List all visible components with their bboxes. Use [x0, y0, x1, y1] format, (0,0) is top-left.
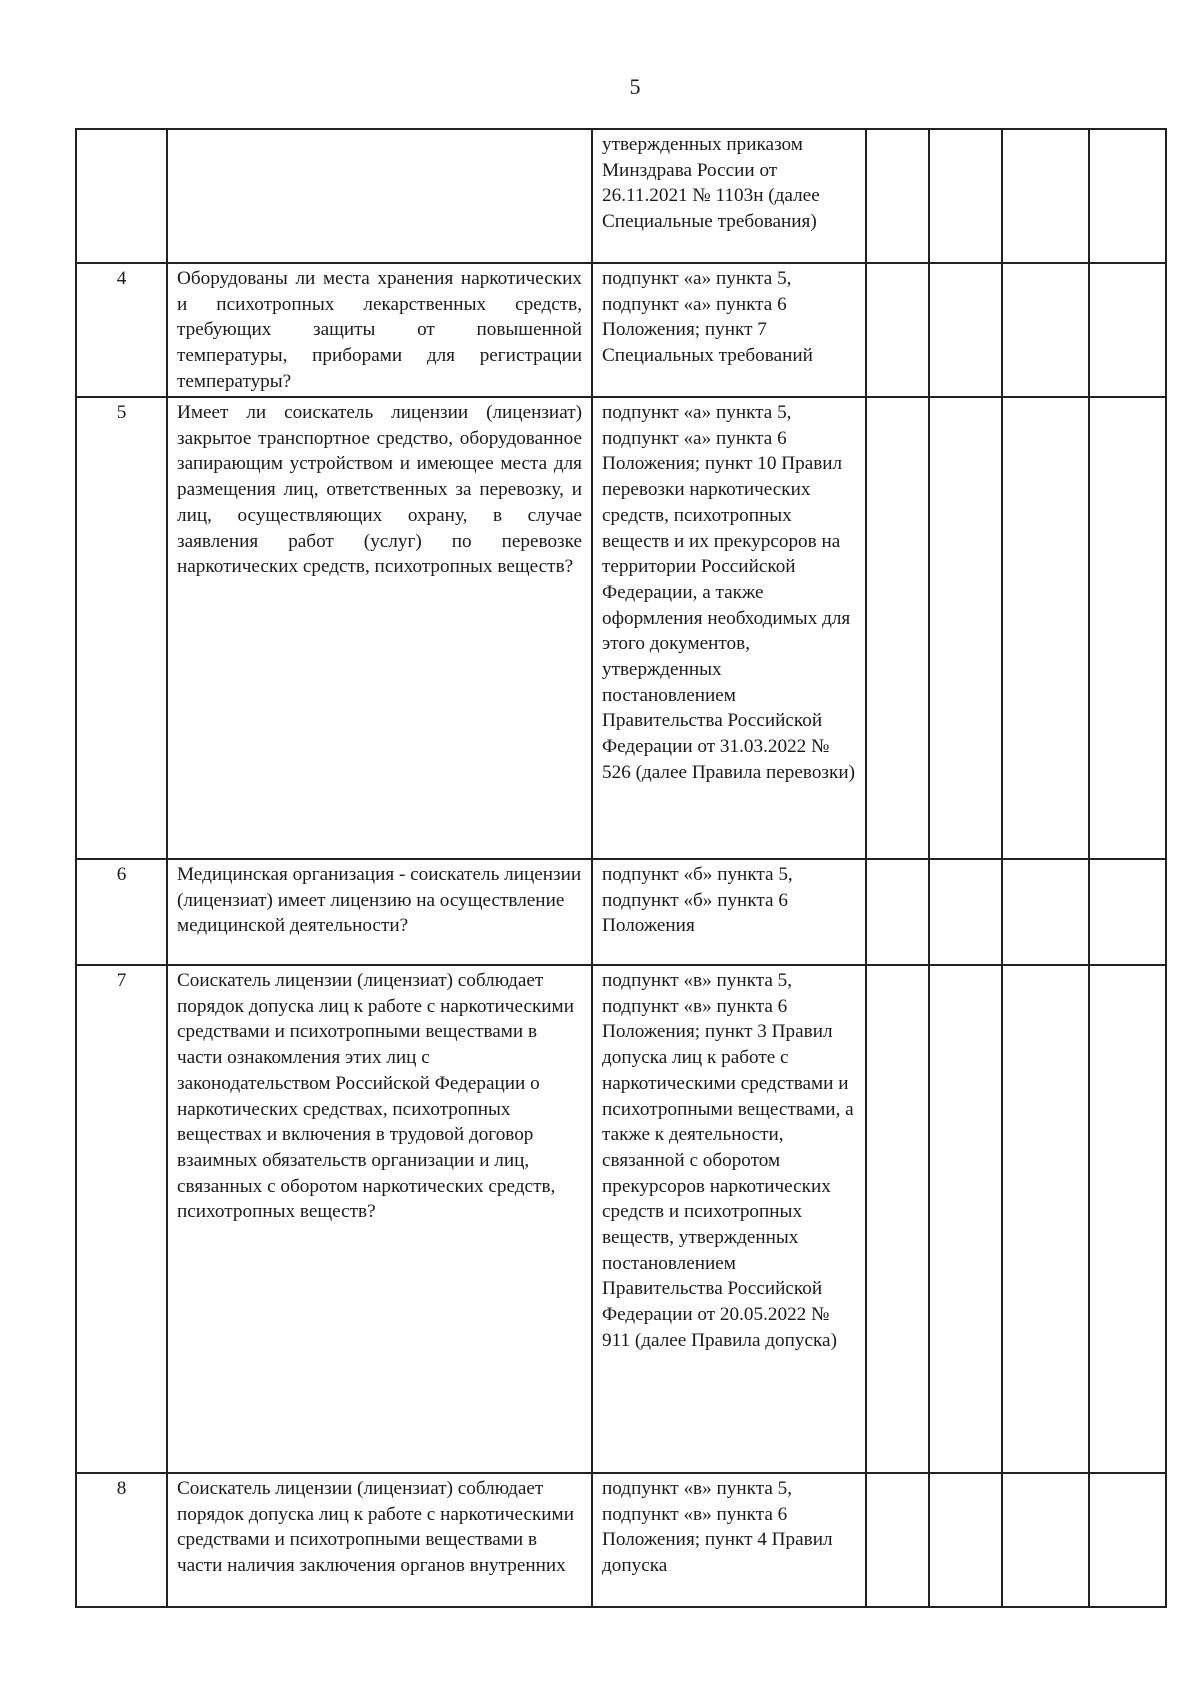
answer-cell [1002, 965, 1089, 1473]
answer-cell [1089, 263, 1166, 397]
answer-cell [929, 263, 1002, 397]
row-number: 7 [76, 965, 167, 1473]
reference-cell: подпункт «а» пункта 5, подпункт «а» пункта 6 Положения; пункт 10 Правил перевозки наркотических средств, психотропных веществ и их прекурсоров на территории Российской Федерации, а также оформления необходимых для этого документов, утвержденных постановлением Правительства Российской Федерации от 31.03.2022 № 526 (далее Правила перевозки) [592, 397, 866, 859]
table-row [76, 129, 1166, 263]
question-cell [167, 129, 592, 263]
row-number: 8 [76, 1473, 167, 1607]
answer-cell [929, 129, 1002, 263]
answer-cell [866, 965, 929, 1473]
answer-cell [929, 397, 1002, 859]
question-cell: Оборудованы ли места хранения наркотических и психотропных лекарственных средств, требующих защиты от повышенной температуры, приборами для регистрации температуры? [167, 263, 592, 397]
checklist-table [75, 128, 1167, 1608]
table-row [76, 263, 1166, 397]
answer-cell [866, 263, 929, 397]
answer-cell [1089, 129, 1166, 263]
answer-cell [929, 965, 1002, 1473]
reference-cell: подпункт «в» пункта 5, подпункт «в» пункта 6 Положения; пункт 4 Правил допуска [592, 1473, 866, 1607]
reference-cell: подпункт «в» пункта 5, подпункт «в» пункта 6 Положения; пункт 3 Правил допуска лиц к работе с наркотическими средствами и психотропными веществами, а также к деятельности, связанной с оборотом прекурсоров наркотических средств и психотропных веществ, утвержденных постановлением Правительства Российской Федерации от 20.05.2022 № 911 (далее Правила допуска) [592, 965, 866, 1473]
question-cell: Имеет ли соискатель лицензии (лицензиат) закрытое транспортное средство, оборудованное запирающим устройством и имеющее места для размещения лиц, ответственных за перевозку, и лиц, осуществляющих охрану, в случае заявления работ (услуг) по перевозке наркотических средств, психотропных веществ? [167, 397, 592, 859]
answer-cell [1002, 397, 1089, 859]
answer-cell [866, 1473, 929, 1607]
answer-cell [866, 129, 929, 263]
answer-cell [1002, 859, 1089, 965]
answer-cell [1002, 1473, 1089, 1607]
answer-cell [929, 1473, 1002, 1607]
answer-cell [1089, 1473, 1166, 1607]
answer-cell [866, 397, 929, 859]
answer-cell [1089, 859, 1166, 965]
table-row [76, 397, 1166, 859]
answer-cell [929, 859, 1002, 965]
answer-cell [1089, 397, 1166, 859]
row-number: 6 [76, 859, 167, 965]
table-row [76, 859, 1166, 965]
answer-cell [1089, 965, 1166, 1473]
row-number: 4 [76, 263, 167, 397]
row-number: 5 [76, 397, 167, 859]
answer-cell [866, 859, 929, 965]
answer-cell [1002, 129, 1089, 263]
reference-cell: подпункт «б» пункта 5, подпункт «б» пункта 6 Положения [592, 859, 866, 965]
table-row [76, 1473, 1166, 1607]
reference-cell: утвержденных приказом Минздрава России от 26.11.2021 № 1103н (далее Специальные требования) [592, 129, 866, 263]
page-number: 5 [629, 74, 641, 99]
question-cell: Соискатель лицензии (лицензиат) соблюдает порядок допуска лиц к работе с наркотическими средствами и психотропными веществами в части наличия заключения органов внутренних [167, 1473, 592, 1607]
question-cell: Медицинская организация - соискатель лицензии (лицензиат) имеет лицензию на осуществление медицинской деятельности? [167, 859, 592, 965]
answer-cell [1002, 263, 1089, 397]
question-cell: Соискатель лицензии (лицензиат) соблюдает порядок допуска лиц к работе с наркотическими средствами и психотропными веществами в части ознакомления этих лиц с законодательством Российской Федерации о наркотических средствах, психотропных веществах и включения в трудовой договор взаимных обязательств организации и лиц, связанных с оборотом наркотических средств, психотропных веществ? [167, 965, 592, 1473]
reference-cell: подпункт «а» пункта 5, подпункт «а» пункта 6 Положения; пункт 7 Специальных требований [592, 263, 866, 397]
row-number [76, 129, 167, 263]
table-row [76, 965, 1166, 1473]
